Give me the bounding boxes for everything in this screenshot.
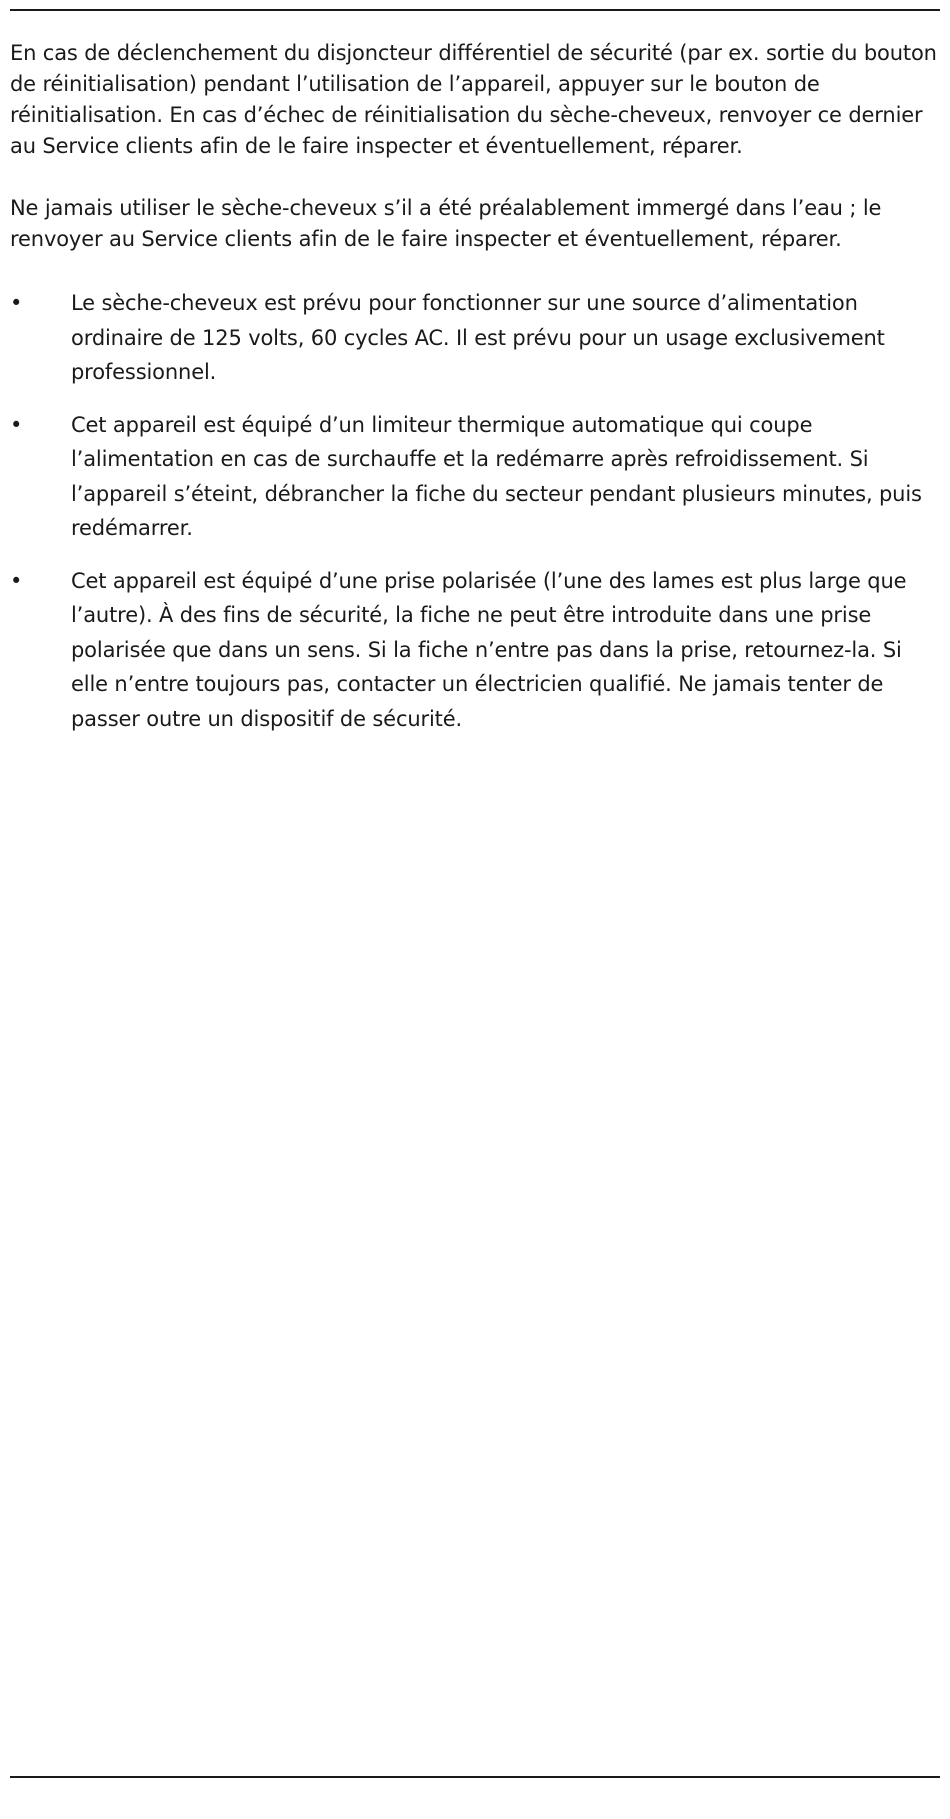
bullet-icon: • xyxy=(10,412,23,437)
paragraph-reset-button: En cas de déclenchement du disjoncteur différentiel de sécurité (par ex. sortie du bouton de réinitialisation) pendant l’utilisation de l’appareil, appuyer sur le bouton de réinitialisation. En cas d’échec de réinitialisation du sèche-cheveux, renvoyer ce dernier au Service clients afin de le faire inspecter et éventuellement, réparer. xyxy=(10,41,937,158)
list-item xyxy=(10,408,940,546)
bullet-text-power-supply: Le sèche-cheveux est prévu pour fonctionner sur une source d’alimentation ordinaire de 125 volts, 60 cycles AC. Il est prévu pour un usage exclusivement professionnel. xyxy=(71,291,885,384)
bottom-divider xyxy=(10,1776,940,1778)
bullet-icon: • xyxy=(10,568,23,593)
bullet-icon: • xyxy=(10,291,23,315)
bullet-text-polarized-plug: Cet appareil est équipé d’une prise polarisée (l’une des lames est plus large que l’autre). À des fins de sécurité, la fiche ne peut être introduite dans une prise polarisée que dans un sens. Si la fiche n’entre pas dans la prise, retournez-la. Si elle n’entre toujours pas, contacter un électricien qualifié. Ne jamais tenter de passer outre un dispositif de sécurité. xyxy=(71,568,907,731)
bullet-text-thermal-limiter: Cet appareil est équipé d’un limiteur thermique automatique qui coupe l’alimentation en cas de surchauffe et la redémarre après refroidissement. Si l’appareil s’éteint, débrancher la fiche du secteur pendant plusieurs minutes, puis redémarrer. xyxy=(71,412,922,540)
paragraph-immersion-warning: Ne jamais utiliser le sèche-cheveux s’il a été préalablement immergé dans l’eau ; le renvoyer au Service clients afin de le faire inspecter et éventuellement, réparer. xyxy=(10,196,882,251)
document-body xyxy=(10,38,940,754)
safety-bullet-list xyxy=(10,286,940,736)
top-divider xyxy=(10,9,940,11)
list-item xyxy=(10,564,940,737)
list-item xyxy=(10,286,940,390)
